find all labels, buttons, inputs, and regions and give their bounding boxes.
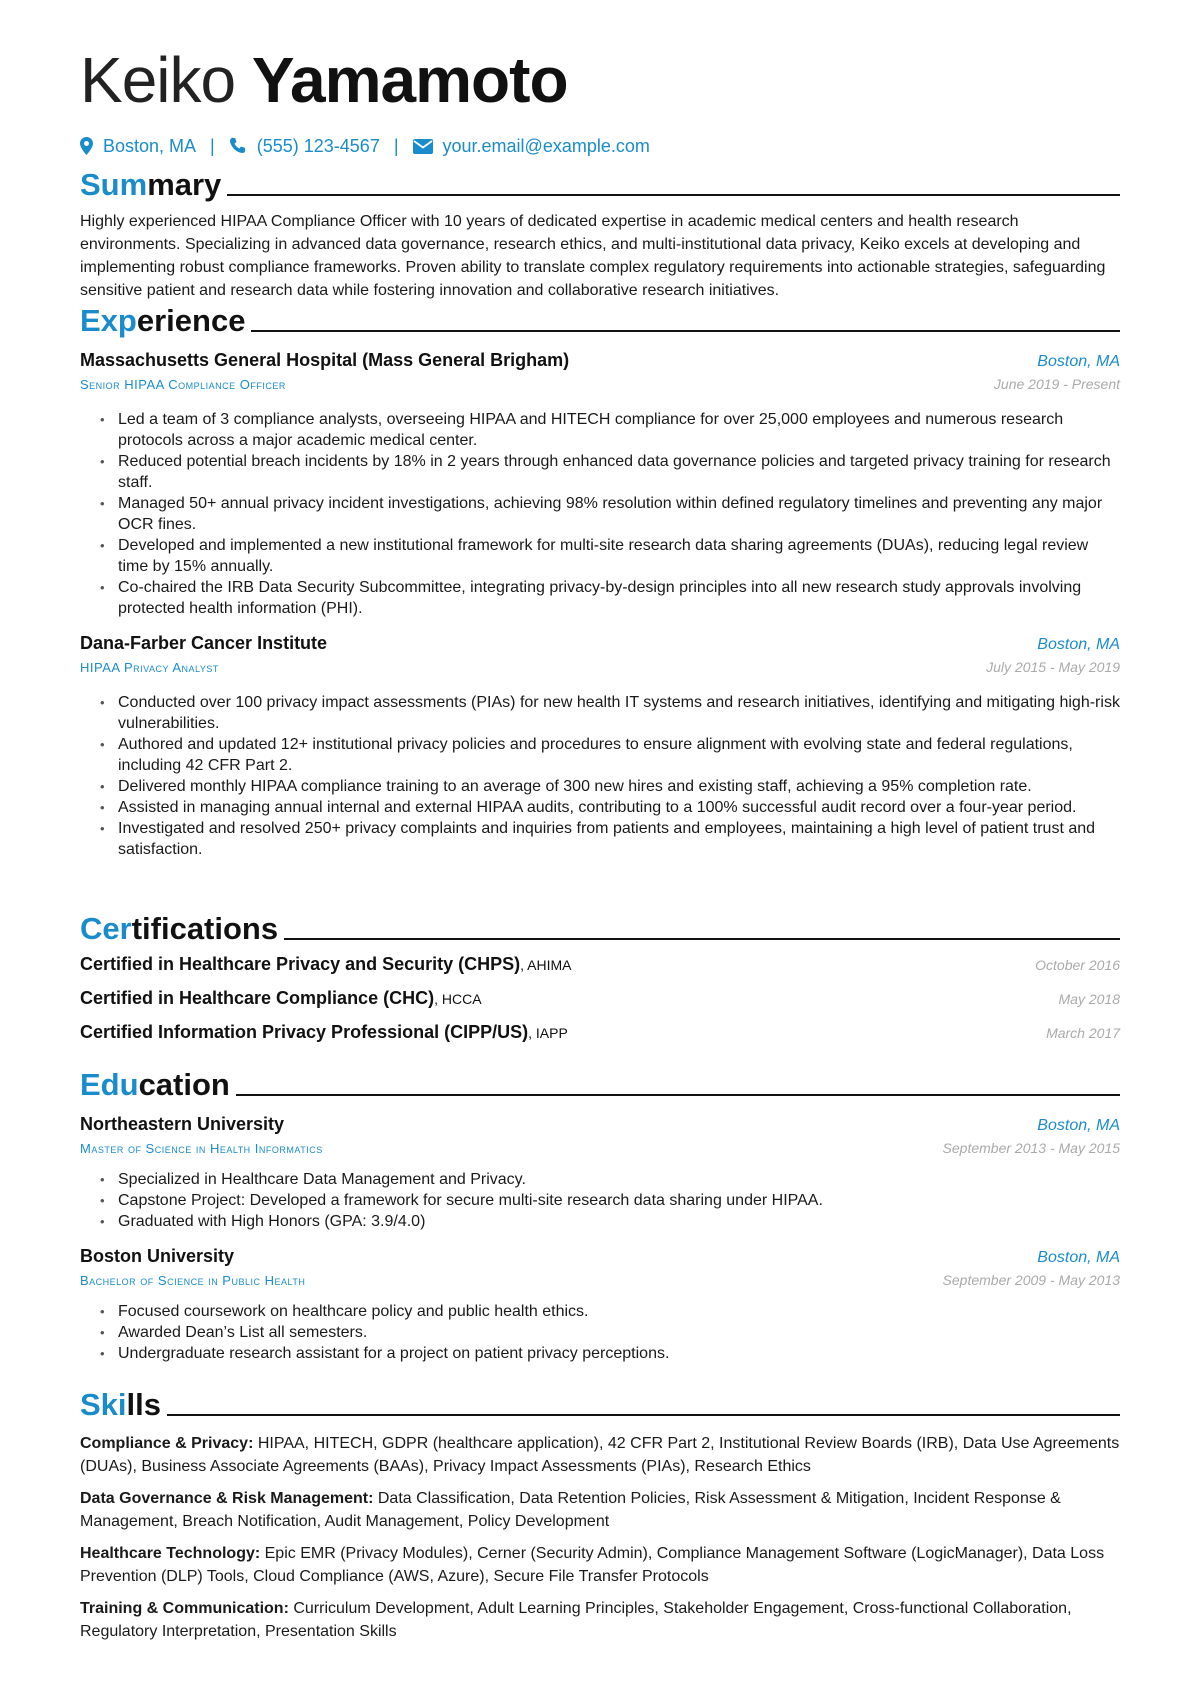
education-bullets xyxy=(80,1301,1120,1364)
certification-item xyxy=(80,954,1120,988)
education-section xyxy=(80,1066,1120,1364)
section-header xyxy=(80,166,1120,204)
cert-issuer: , AHIMA xyxy=(520,957,572,973)
job-title: HIPAA Privacy Analyst xyxy=(80,660,219,675)
section-header xyxy=(80,910,1120,948)
skill-group xyxy=(80,1487,1120,1533)
bullet-item: • Co-chaired the IRB Data Security Subcommittee, integrating privacy-by-design principles into all new research study approvals involving protected health information (PHI). xyxy=(118,577,1120,619)
skill-label: Compliance & Privacy: xyxy=(80,1435,254,1452)
job-dates: July 2015 - May 2019 xyxy=(986,659,1120,675)
certification-item xyxy=(80,1022,1120,1056)
bullet-item: • Investigated and resolved 250+ privacy complaints and inquiries from patients and employees, maintaining a high level of patient trust and satisfaction. xyxy=(118,818,1120,860)
section-rule xyxy=(284,938,1120,940)
school-dates: September 2013 - May 2015 xyxy=(942,1140,1120,1156)
bullet-item: • Conducted over 100 privacy impact assessments (PIAs) for new health IT systems and research initiatives, identifying and mitigating high-risk vulnerabilities. xyxy=(118,692,1120,734)
candidate-name xyxy=(80,40,568,120)
contact-bar xyxy=(80,134,650,158)
education-entry xyxy=(80,1112,1120,1232)
skill-list: Data Classification, Data Retention Policies, Risk Assessment & Mitigation, Incident Response & Management, Breach Notification, Audit Management, Policy Development xyxy=(80,1490,1061,1530)
section-header xyxy=(80,1386,1120,1424)
skill-list: Epic EMR (Privacy Modules), Cerner (Security Admin), Compliance Management Software (LogicManager), Data Loss Prevention (DLP) Tools, Cloud Compliance (AWS, Azure), Secure File Transfer Protocols xyxy=(80,1545,1105,1585)
bullet-item: • Capstone Project: Developed a framework for secure multi-site research data sharing under HIPAA. xyxy=(118,1190,1120,1211)
school-dates: September 2009 - May 2013 xyxy=(942,1272,1120,1288)
employer-name: Massachusetts General Hospital (Mass General Brigham) xyxy=(80,350,570,370)
contact-separator: | xyxy=(210,136,215,156)
job-entry xyxy=(80,631,1120,860)
skills-section xyxy=(80,1386,1120,1652)
first-name: Keiko xyxy=(80,44,236,116)
cert-issuer: , IAPP xyxy=(528,1025,568,1041)
job-title: Senior HIPAA Compliance Officer xyxy=(80,377,286,392)
job-dates: June 2019 - Present xyxy=(993,376,1120,392)
skill-group xyxy=(80,1597,1120,1643)
section-rule xyxy=(236,1094,1120,1096)
bullet-item: • Focused coursework on healthcare policy and public health ethics. xyxy=(118,1301,1120,1322)
certification-item xyxy=(80,988,1120,1022)
skill-label: Training & Communication: xyxy=(80,1600,289,1617)
section-rule xyxy=(251,330,1120,332)
bullet-item: • Specialized in Healthcare Data Management and Privacy. xyxy=(118,1169,1120,1190)
last-name: Yamamoto xyxy=(251,44,568,116)
location-text: Boston, MA xyxy=(103,136,197,156)
skill-group xyxy=(80,1542,1120,1588)
bullet-item: • Assisted in managing annual internal and external HIPAA audits, contributing to a 100% successful audit record over a four-year period. xyxy=(118,797,1120,818)
certifications-section xyxy=(80,910,1120,1056)
bullet-item: • Authored and updated 12+ institutional privacy policies and procedures to ensure alignment with evolving state and federal regulations, including 42 CFR Part 2. xyxy=(118,734,1120,776)
section-rule xyxy=(167,1414,1120,1416)
bullet-item: • Delivered monthly HIPAA compliance training to an average of 300 new hires and existing staff, achieving a 95% completion rate. xyxy=(118,776,1120,797)
cert-date: October 2016 xyxy=(1035,957,1120,973)
section-title: Experience xyxy=(80,303,246,338)
experience-section xyxy=(80,302,1120,860)
cert-issuer: , HCCA xyxy=(434,991,482,1007)
education-bullets xyxy=(80,1169,1120,1232)
contact-email[interactable] xyxy=(413,134,650,158)
cert-date: May 2018 xyxy=(1058,991,1120,1007)
section-header xyxy=(80,1066,1120,1104)
job-bullets xyxy=(80,692,1120,860)
school-name: Boston University xyxy=(80,1246,235,1266)
cert-name: Certified Information Privacy Professional (CIPP/US) xyxy=(80,1022,529,1042)
bullet-item: • Managed 50+ annual privacy incident investigations, achieving 98% resolution within defined regulatory timelines and preventing any major OCR fines. xyxy=(118,493,1120,535)
section-title: Skills xyxy=(80,1387,161,1422)
section-rule xyxy=(227,194,1120,196)
cert-name: Certified in Healthcare Compliance (CHC) xyxy=(80,988,435,1008)
phone-icon xyxy=(229,137,247,155)
email-text: your.email@example.com xyxy=(442,136,650,156)
bullet-item: • Awarded Dean’s List all semesters. xyxy=(118,1322,1120,1343)
summary-text: Highly experienced HIPAA Compliance Officer with 10 years of dedicated expertise in academic medical centers and health research environments. Specializing in advanced data governance, research ethics, and multi-institutional data privacy, Keiko excels at developing and implementing robust compliance frameworks. Proven ability to translate complex regulatory requirements into actionable strategies, safeguarding sensitive patient and research data while fostering innovation and collaborative research initiatives. xyxy=(80,213,1106,299)
bullet-item: • Undergraduate research assistant for a project on patient privacy perceptions. xyxy=(118,1343,1120,1364)
skill-list: Curriculum Development, Adult Learning Principles, Stakeholder Engagement, Cross-functional Collaboration, Regulatory Interpretation, Presentation Skills xyxy=(80,1600,1072,1640)
summary-section xyxy=(80,166,1120,302)
job-bullets xyxy=(80,409,1120,619)
degree-title: Master of Science in Health Informatics xyxy=(80,1141,323,1156)
bullet-item: • Graduated with High Honors (GPA: 3.9/4.0) xyxy=(118,1211,1120,1232)
skill-label: Data Governance & Risk Management: xyxy=(80,1490,374,1507)
bullet-item: • Reduced potential breach incidents by 18% in 2 years through enhanced data governance policies and targeted privacy training for research staff. xyxy=(118,451,1120,493)
skill-group xyxy=(80,1432,1120,1478)
section-header xyxy=(80,302,1120,340)
cert-date: March 2017 xyxy=(1046,1025,1120,1041)
map-pin-icon xyxy=(80,137,93,155)
section-title: Education xyxy=(80,1067,230,1102)
job-location: Boston, MA xyxy=(1037,636,1120,653)
degree-title: Bachelor of Science in Public Health xyxy=(80,1273,306,1288)
bullet-item: • Developed and implemented a new institutional framework for multi-site research data sharing agreements (DUAs), reducing legal review time by 15% annually. xyxy=(118,535,1120,577)
section-title: Summary xyxy=(80,167,222,202)
contact-location xyxy=(80,134,196,158)
bullet-item: • Led a team of 3 compliance analysts, overseeing HIPAA and HITECH compliance for over 25,000 employees and numerous research protocols across a major academic medical center. xyxy=(118,409,1120,451)
contact-separator: | xyxy=(393,136,399,156)
job-location: Boston, MA xyxy=(1037,353,1120,370)
school-name: Northeastern University xyxy=(80,1114,285,1134)
education-entry xyxy=(80,1244,1120,1364)
school-location: Boston, MA xyxy=(1037,1249,1120,1266)
section-title: Certifications xyxy=(80,911,279,946)
employer-name: Dana-Farber Cancer Institute xyxy=(80,633,328,653)
school-location: Boston, MA xyxy=(1037,1117,1120,1134)
skill-label: Healthcare Technology: xyxy=(80,1545,261,1562)
phone-text: (555) 123-4567 xyxy=(256,136,380,156)
skill-list: HIPAA, HITECH, GDPR (healthcare application), 42 CFR Part 2, Institutional Review Boards (IRB), Data Use Agreements (DUAs), Business Associate Agreements (BAAs), Privacy Impact Assessments (PIAs), Research Ethics xyxy=(80,1435,1120,1475)
contact-phone[interactable] xyxy=(229,134,380,158)
envelope-icon xyxy=(413,139,433,154)
job-entry xyxy=(80,348,1120,619)
cert-name: Certified in Healthcare Privacy and Security (CHPS) xyxy=(80,954,521,974)
